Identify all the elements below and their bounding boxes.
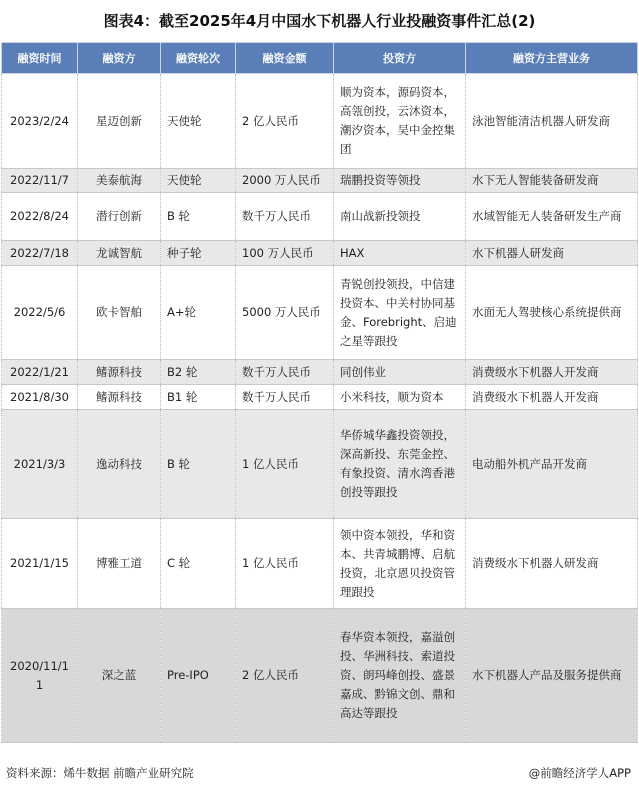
cell-investors: 南山战新投领投 bbox=[334, 193, 466, 241]
cell-company: 逸动科技 bbox=[78, 410, 161, 519]
cell-investors: 瑞鹏投资等领投 bbox=[334, 169, 466, 193]
header-investors: 投资方 bbox=[334, 43, 466, 74]
cell-amount: 1 亿人民币 bbox=[236, 519, 334, 609]
cell-investors: 领中资本领投，华和资本、共青城鹏博、启航投资，北京恩贝投资管理跟投 bbox=[334, 519, 466, 609]
table-row bbox=[2, 266, 638, 360]
cell-round: Pre-IPO bbox=[161, 609, 236, 743]
cell-investors: 青锐创投领投，中信建投资本、中关村协同基金、Forebright、启迪之星等跟投 bbox=[334, 266, 466, 360]
header-date: 融资时间 bbox=[2, 43, 78, 74]
cell-round: B 轮 bbox=[161, 410, 236, 519]
cell-round: B 轮 bbox=[161, 193, 236, 241]
cell-company: 潜行创新 bbox=[78, 193, 161, 241]
table-row bbox=[2, 241, 638, 266]
cell-amount: 5000 万人民币 bbox=[236, 266, 334, 360]
table-row bbox=[2, 193, 638, 241]
header-business: 融资方主营业务 bbox=[466, 43, 638, 74]
header-amount: 融资金额 bbox=[236, 43, 334, 74]
cell-investors: HAX bbox=[334, 241, 466, 266]
cell-round: 天使轮 bbox=[161, 169, 236, 193]
cell-amount: 2000 万人民币 bbox=[236, 169, 334, 193]
table-row bbox=[2, 169, 638, 193]
cell-amount: 数千万人民币 bbox=[236, 385, 334, 410]
cell-date: 2022/7/18 bbox=[2, 241, 78, 266]
cell-amount: 2 亿人民币 bbox=[236, 609, 334, 743]
cell-amount: 100 万人民币 bbox=[236, 241, 334, 266]
cell-round: A+轮 bbox=[161, 266, 236, 360]
cell-investors: 小米科技，顺为资本 bbox=[334, 385, 466, 410]
cell-round: B1 轮 bbox=[161, 385, 236, 410]
cell-company: 美泰航海 bbox=[78, 169, 161, 193]
table-row bbox=[2, 410, 638, 519]
cell-investors: 华侨城华鑫投资领投，深高新投、东莞金控、有象投资、清水湾香港创投等跟投 bbox=[334, 410, 466, 519]
cell-company: 鳍源科技 bbox=[78, 385, 161, 410]
cell-business: 水面无人驾驶核心系统提供商 bbox=[466, 266, 638, 360]
cell-investors: 顺为资本，源码资本，高瓴创投，云沐资本，潮汐资本，吴中金控集团 bbox=[334, 74, 466, 169]
cell-business: 水域智能无人装备研发生产商 bbox=[466, 193, 638, 241]
table-title: 图表4：截至2025年4月中国水下机器人行业投融资事件汇总(2) bbox=[103, 12, 536, 30]
cell-business: 消费级水下机器人开发商 bbox=[466, 385, 638, 410]
cell-round: C 轮 bbox=[161, 519, 236, 609]
cell-company: 星迈创新 bbox=[78, 74, 161, 169]
cell-investors: 春华资本领投，嘉溢创投、华洲科技、索道投资、朗玛峰创投、盛景嘉成、黔锦文创、鼎和高达等跟投 bbox=[334, 609, 466, 743]
cell-amount: 数千万人民币 bbox=[236, 193, 334, 241]
cell-date: 2022/8/24 bbox=[2, 193, 78, 241]
cell-business: 消费级水下机器人研发商 bbox=[466, 519, 638, 609]
cell-business: 水下机器人研发商 bbox=[466, 241, 638, 266]
cell-company: 博雅工道 bbox=[78, 519, 161, 609]
cell-date: 2022/1/21 bbox=[2, 360, 78, 385]
cell-amount: 2 亿人民币 bbox=[236, 74, 334, 169]
cell-company: 龙诚智航 bbox=[78, 241, 161, 266]
cell-date: 2021/8/30 bbox=[2, 385, 78, 410]
cell-date: 2023/2/24 bbox=[2, 74, 78, 169]
cell-company: 欧卡智舶 bbox=[78, 266, 161, 360]
cell-date: 2020/11/11 bbox=[2, 609, 78, 743]
table-row bbox=[2, 74, 638, 169]
cell-business: 水下无人智能装备研发商 bbox=[466, 169, 638, 193]
cell-business: 泳池智能清洁机器人研发商 bbox=[466, 74, 638, 169]
table-header-row bbox=[2, 43, 638, 74]
cell-round: 种子轮 bbox=[161, 241, 236, 266]
table-row bbox=[2, 519, 638, 609]
cell-investors: 同创伟业 bbox=[334, 360, 466, 385]
cell-round: 天使轮 bbox=[161, 74, 236, 169]
financing-events-table bbox=[1, 42, 638, 743]
cell-date: 2022/5/6 bbox=[2, 266, 78, 360]
table-row bbox=[2, 385, 638, 410]
cell-amount: 1 亿人民币 bbox=[236, 410, 334, 519]
cell-company: 鳍源科技 bbox=[78, 360, 161, 385]
cell-date: 2022/11/7 bbox=[2, 169, 78, 193]
cell-business: 电动船外机产品开发商 bbox=[466, 410, 638, 519]
cell-business: 水下机器人产品及服务提供商 bbox=[466, 609, 638, 743]
table-row bbox=[2, 360, 638, 385]
cell-round: B2 轮 bbox=[161, 360, 236, 385]
cell-business: 消费级水下机器人开发商 bbox=[466, 360, 638, 385]
table-row bbox=[2, 609, 638, 743]
brand-credit: @前瞻经济学人APP bbox=[528, 766, 631, 780]
source-note: 资料来源：烯牛数据 前瞻产业研究院 bbox=[6, 766, 194, 780]
header-company: 融资方 bbox=[78, 43, 161, 74]
header-round: 融资轮次 bbox=[161, 43, 236, 74]
footer bbox=[6, 762, 631, 784]
cell-date: 2021/3/3 bbox=[2, 410, 78, 519]
cell-amount: 数千万人民币 bbox=[236, 360, 334, 385]
cell-company: 深之蓝 bbox=[78, 609, 161, 743]
cell-date: 2021/1/15 bbox=[2, 519, 78, 609]
